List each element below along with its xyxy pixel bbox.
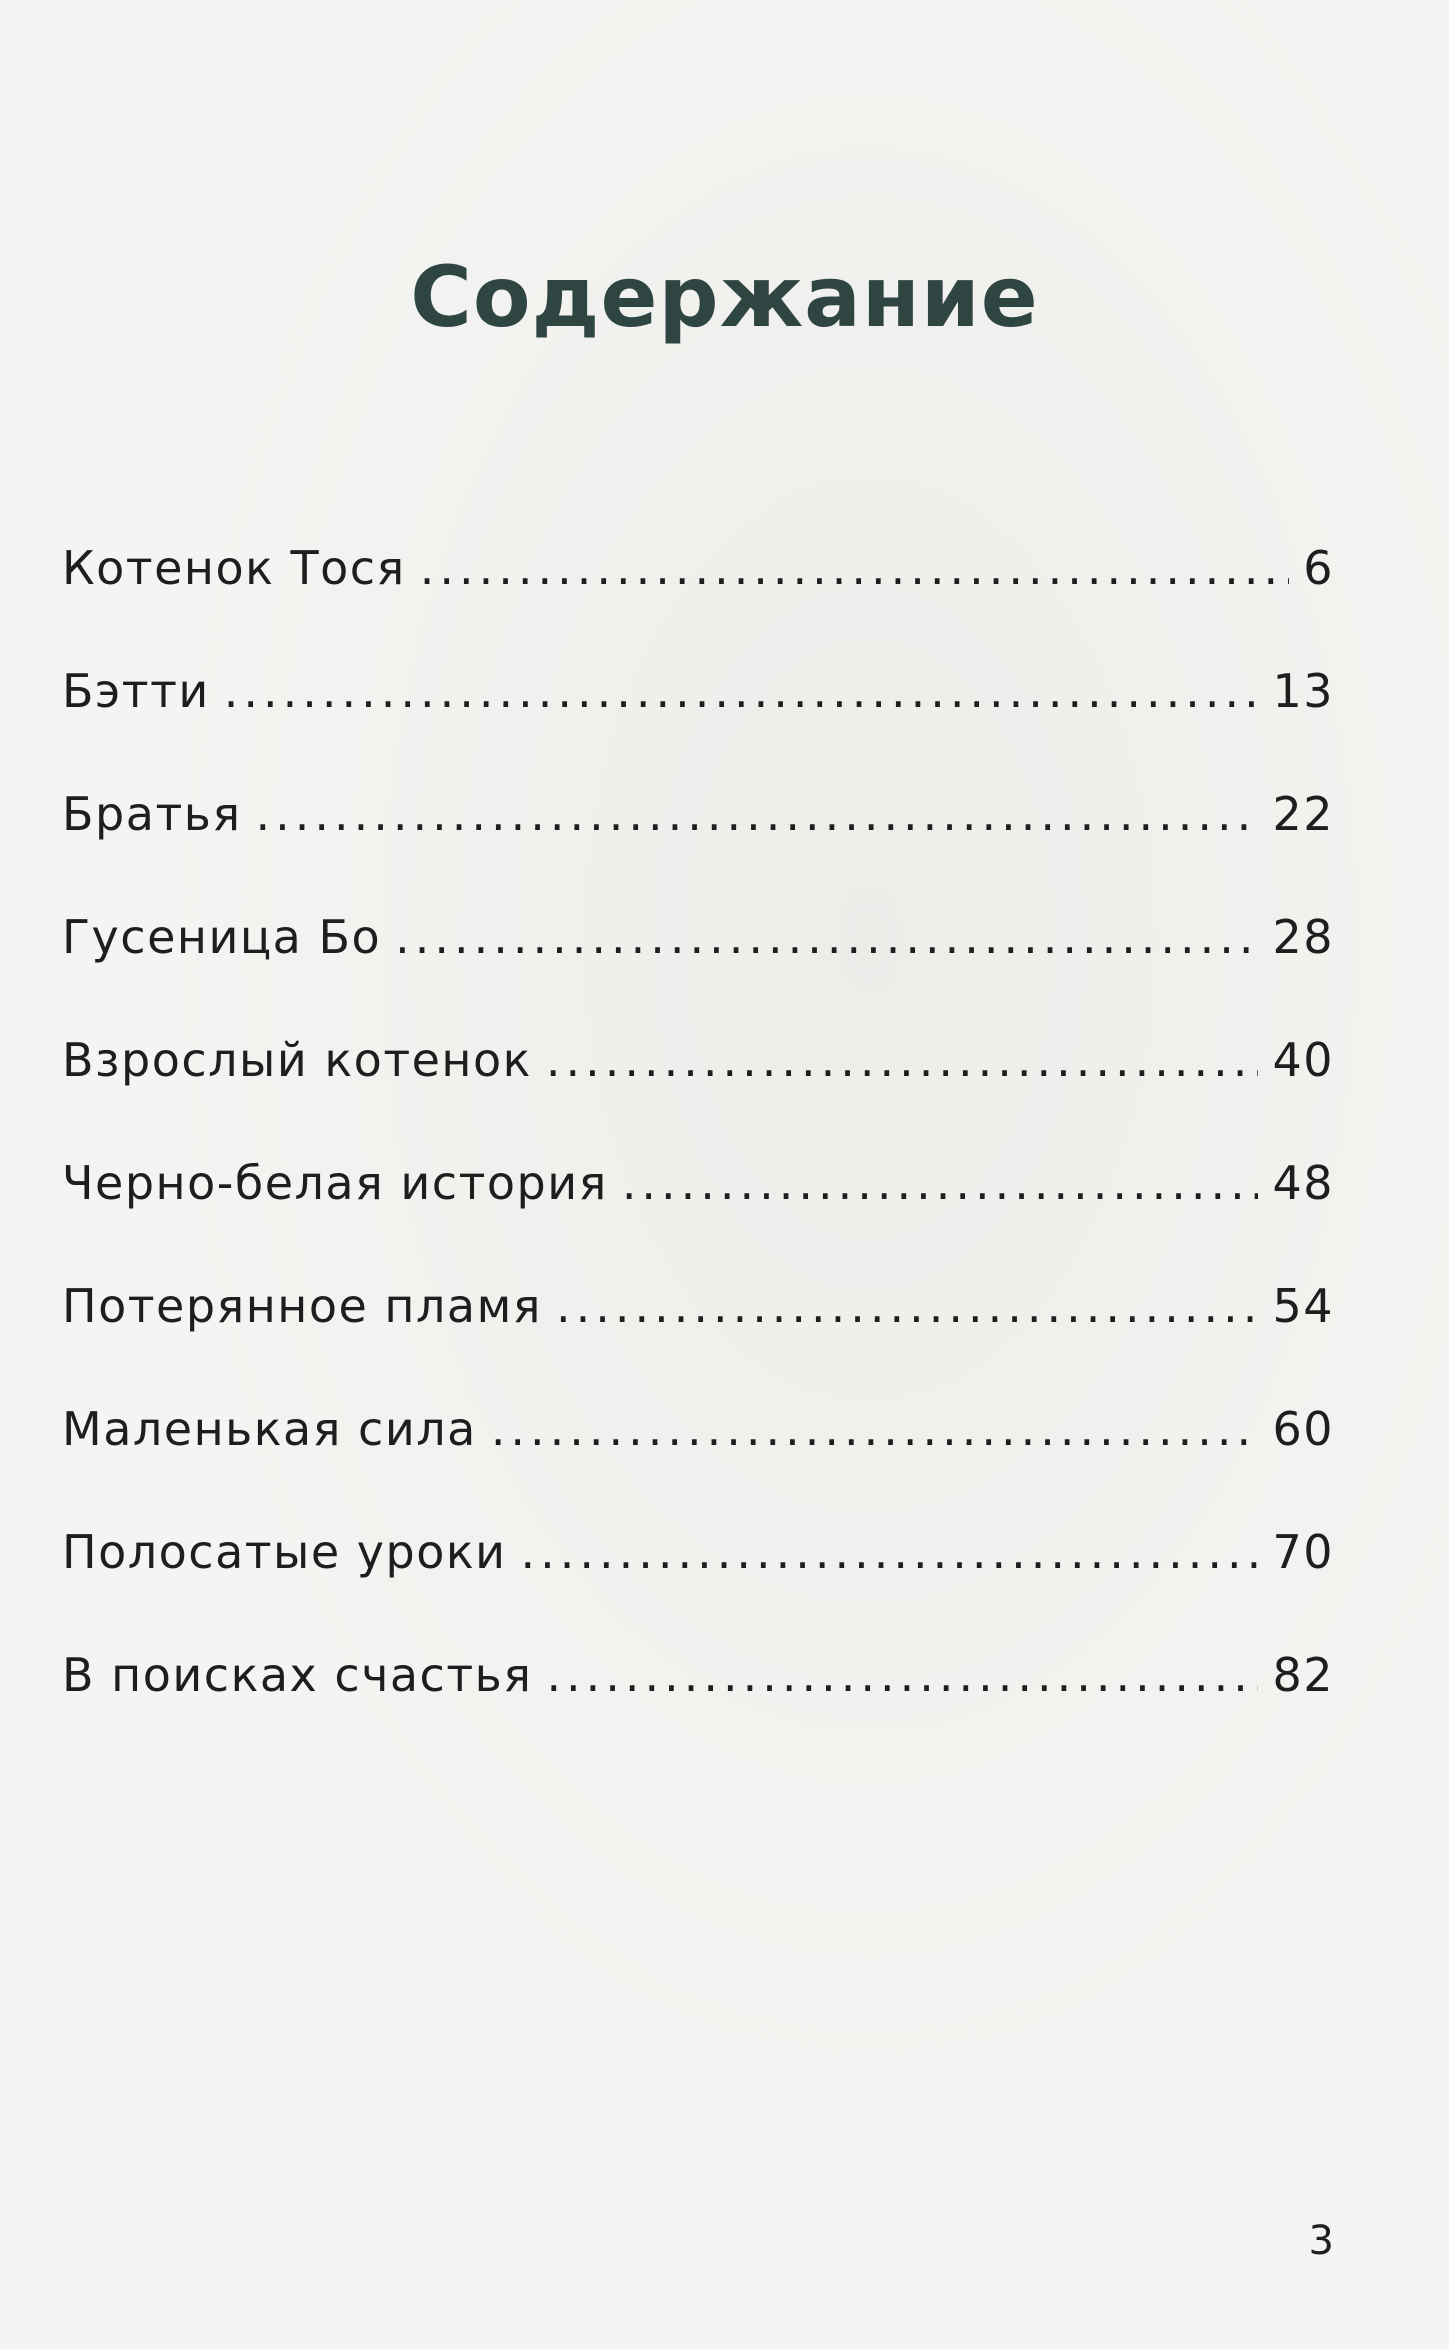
toc-leader-dots — [395, 914, 1258, 960]
toc-entry-title: Черно-белая история — [62, 1156, 608, 1210]
toc-leader-dots — [622, 1160, 1259, 1206]
toc-entry-title: Взрослый котенок — [62, 1033, 532, 1087]
toc-leader-dots — [491, 1406, 1259, 1452]
table-of-contents — [62, 541, 1334, 1775]
toc-leader-dots — [420, 545, 1289, 591]
toc-entry-page: 6 — [1303, 541, 1334, 595]
page-title: Содержание — [410, 248, 1039, 346]
toc-entry — [62, 664, 1334, 791]
toc-entry — [62, 1402, 1334, 1529]
toc-entry-page: 13 — [1272, 664, 1334, 718]
toc-entry-page: 48 — [1272, 1156, 1334, 1210]
toc-entry-page: 54 — [1272, 1279, 1334, 1333]
toc-entry-title: В поисках счастья — [62, 1648, 533, 1702]
toc-entry-title: Полосатые уроки — [62, 1525, 507, 1579]
toc-entry-page: 22 — [1272, 787, 1334, 841]
toc-entry — [62, 1156, 1334, 1283]
toc-leader-dots — [556, 1283, 1258, 1329]
toc-entry-page: 82 — [1272, 1648, 1334, 1702]
toc-leader-dots — [521, 1529, 1259, 1575]
toc-entry — [62, 1525, 1334, 1652]
toc-entry-title: Потерянное пламя — [62, 1279, 542, 1333]
toc-leader-dots — [256, 791, 1259, 837]
toc-entry-title: Бэтти — [62, 664, 210, 718]
toc-entry — [62, 787, 1334, 914]
toc-entry-page: 28 — [1272, 910, 1334, 964]
toc-entry-title: Братья — [62, 787, 242, 841]
toc-entry — [62, 910, 1334, 1037]
page-number: 3 — [1308, 2218, 1334, 2264]
toc-entry-title: Гусеница Бо — [62, 910, 382, 964]
toc-leader-dots — [546, 1037, 1259, 1083]
toc-entry — [62, 541, 1334, 668]
toc-entry-title: Котенок Тося — [62, 541, 406, 595]
toc-entry-page: 60 — [1272, 1402, 1334, 1456]
toc-leader-dots — [546, 1652, 1258, 1698]
toc-entry-title: Маленькая сила — [62, 1402, 477, 1456]
toc-entry — [62, 1279, 1334, 1406]
toc-leader-dots — [224, 668, 1259, 714]
toc-entry — [62, 1033, 1334, 1160]
toc-entry-page: 40 — [1272, 1033, 1334, 1087]
toc-entry-page: 70 — [1272, 1525, 1334, 1579]
toc-entry — [62, 1648, 1334, 1775]
